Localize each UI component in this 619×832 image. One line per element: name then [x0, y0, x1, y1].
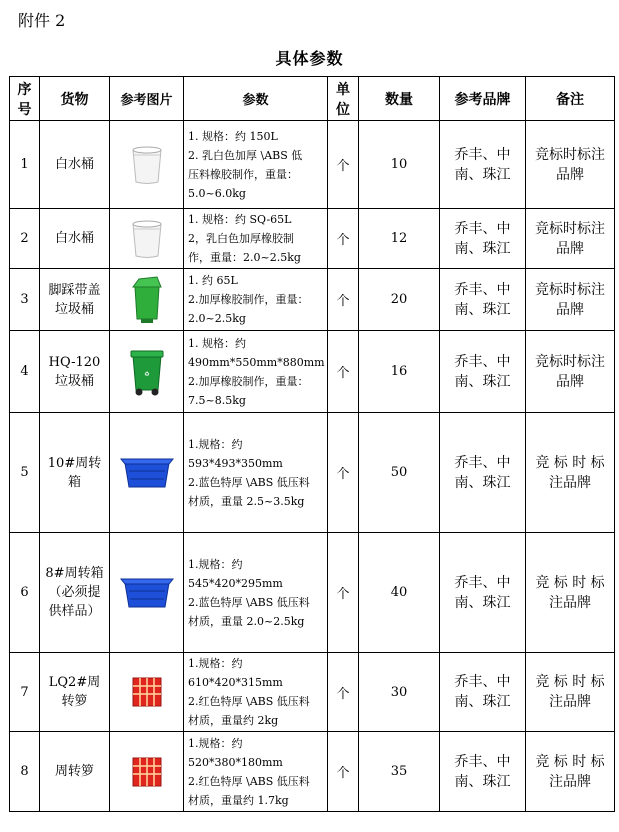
param-line: 2.蓝色特厚 \ABS 低压料 — [188, 475, 310, 489]
param-line: 1.规格：约 — [188, 736, 243, 750]
row-params — [184, 331, 328, 413]
blue-crate-icon — [119, 575, 175, 611]
row-goods: 白水桶 — [40, 209, 110, 269]
row-image — [110, 209, 184, 269]
param-line: 2. 乳白色加厚 \ABS 低 — [188, 148, 303, 162]
row-unit: 个 — [328, 653, 359, 732]
red-basket-icon — [130, 674, 164, 710]
header-brand: 参考品牌 — [440, 77, 526, 121]
param-line: 545*420*295mm — [188, 576, 283, 590]
param-line: 1. 规格：约 — [188, 336, 246, 350]
param-line: 2.加厚橡胶制作，重量： — [188, 374, 309, 388]
row-params — [184, 269, 328, 331]
row-params — [184, 732, 328, 812]
header-qty: 数量 — [359, 77, 440, 121]
table-row — [10, 413, 615, 533]
row-goods: HQ-120垃圾桶 — [40, 331, 110, 413]
header-row — [10, 77, 615, 121]
row-index: 5 — [10, 413, 40, 533]
row-goods: 10#周转箱 — [40, 413, 110, 533]
table-row — [10, 331, 615, 413]
table-row — [10, 209, 615, 269]
param-line: 2，乳白色加厚橡胶制 — [188, 232, 294, 245]
row-qty: 20 — [359, 269, 440, 331]
row-qty: 30 — [359, 653, 440, 732]
param-line: 1. 约 65L — [188, 274, 238, 287]
row-params — [184, 413, 328, 533]
table-row — [10, 269, 615, 331]
white-bucket-icon — [130, 219, 164, 259]
table-row — [10, 121, 615, 209]
wheeled-trash-bin-icon — [127, 346, 167, 398]
row-goods: 脚踩带盖垃圾桶 — [40, 269, 110, 331]
param-line: 材质，重量约 2kg — [188, 714, 279, 727]
blue-crate-icon — [119, 455, 175, 491]
row-index: 4 — [10, 331, 40, 413]
row-goods: 8#周转箱（必须提供样品） — [40, 533, 110, 653]
row-qty: 12 — [359, 209, 440, 269]
row-qty: 50 — [359, 413, 440, 533]
param-line: 5.0~6.0kg — [188, 186, 246, 200]
param-line: 490mm*550mm*880mm — [188, 355, 325, 369]
row-brand: 乔丰、中南、珠江 — [440, 533, 526, 653]
row-note: 竞标时标注品牌 — [526, 331, 615, 413]
row-index: 1 — [10, 121, 40, 209]
row-note: 竞标时标注品牌 — [526, 121, 615, 209]
row-params — [184, 653, 328, 732]
row-image — [110, 121, 184, 209]
header-note: 备注 — [526, 77, 615, 121]
row-unit: 个 — [328, 533, 359, 653]
header-unit: 单位 — [328, 77, 359, 121]
table-row — [10, 533, 615, 653]
row-unit: 个 — [328, 331, 359, 413]
row-image — [110, 732, 184, 812]
row-index: 8 — [10, 732, 40, 812]
red-basket-icon — [130, 754, 164, 790]
param-line: 610*420*315mm — [188, 676, 283, 689]
row-note: 竞 标 时 标注品牌 — [526, 653, 615, 732]
row-note: 竞标时标注品牌 — [526, 209, 615, 269]
row-unit: 个 — [328, 413, 359, 533]
row-image — [110, 331, 184, 413]
row-qty: 10 — [359, 121, 440, 209]
row-image — [110, 533, 184, 653]
header-image: 参考图片 — [110, 77, 184, 121]
param-line: 1.规格：约 — [188, 557, 243, 571]
attachment-label: 附件 2 — [18, 11, 66, 30]
row-brand: 乔丰、中南、珠江 — [440, 121, 526, 209]
param-line: 2.红色特厚 \ABS 低压料 — [188, 774, 310, 788]
param-line: 520*380*180mm — [188, 755, 283, 769]
param-line: 7.5~8.5kg — [188, 393, 246, 407]
param-line: 1. 规格：约 SQ-65L — [188, 213, 292, 226]
page-title: 具体参数 — [275, 49, 344, 68]
row-unit: 个 — [328, 209, 359, 269]
param-line: 压料橡胶制作，重量： — [188, 167, 298, 181]
header-goods: 货物 — [40, 77, 110, 121]
row-image — [110, 413, 184, 533]
table-row — [10, 732, 615, 812]
row-note: 竞 标 时 标注品牌 — [526, 533, 615, 653]
param-line: 材质，重量 2.5~3.5kg — [188, 494, 305, 508]
param-line: 作，重量：2.0~2.5kg — [188, 251, 301, 264]
row-brand: 乔丰、中南、珠江 — [440, 209, 526, 269]
row-goods: 白水桶 — [40, 121, 110, 209]
row-brand: 乔丰、中南、珠江 — [440, 269, 526, 331]
row-qty: 40 — [359, 533, 440, 653]
row-index: 7 — [10, 653, 40, 732]
param-line: 材质，重量约 1.7kg — [188, 793, 289, 807]
row-image — [110, 269, 184, 331]
row-unit: 个 — [328, 732, 359, 812]
param-line: 2.加厚橡胶制作，重量： — [188, 293, 309, 306]
row-image — [110, 653, 184, 732]
row-index: 6 — [10, 533, 40, 653]
row-params — [184, 121, 328, 209]
row-unit: 个 — [328, 269, 359, 331]
param-line: 1.规格：约 — [188, 437, 243, 451]
row-index: 3 — [10, 269, 40, 331]
param-line: 593*493*350mm — [188, 456, 283, 470]
param-line: 2.红色特厚 \ABS 低压料 — [188, 695, 310, 708]
row-params — [184, 209, 328, 269]
row-note: 竞 标 时 标注品牌 — [526, 732, 615, 812]
parameter-table — [9, 76, 615, 812]
row-brand: 乔丰、中南、珠江 — [440, 653, 526, 732]
header-params: 参数 — [184, 77, 328, 121]
param-line: 2.蓝色特厚 \ABS 低压料 — [188, 595, 310, 609]
pedal-trash-bin-icon — [127, 275, 167, 325]
param-line: 材质，重量 2.0~2.5kg — [188, 614, 305, 628]
table-row — [10, 653, 615, 732]
white-bucket-icon — [130, 145, 164, 185]
header-index: 序号 — [10, 77, 40, 121]
param-line: 1.规格：约 — [188, 657, 243, 670]
row-unit: 个 — [328, 121, 359, 209]
param-line: 2.0~2.5kg — [188, 312, 246, 325]
row-index: 2 — [10, 209, 40, 269]
svg-text:♻: ♻ — [143, 370, 150, 378]
row-note: 竞 标 时 标注品牌 — [526, 413, 615, 533]
row-brand: 乔丰、中南、珠江 — [440, 331, 526, 413]
row-qty: 35 — [359, 732, 440, 812]
row-goods: LQ2#周转箩 — [40, 653, 110, 732]
row-brand: 乔丰、中南、珠江 — [440, 732, 526, 812]
row-qty: 16 — [359, 331, 440, 413]
param-line: 1. 规格：约 150L — [188, 129, 278, 143]
row-note: 竞标时标注品牌 — [526, 269, 615, 331]
row-params — [184, 533, 328, 653]
row-brand: 乔丰、中南、珠江 — [440, 413, 526, 533]
row-goods: 周转箩 — [40, 732, 110, 812]
